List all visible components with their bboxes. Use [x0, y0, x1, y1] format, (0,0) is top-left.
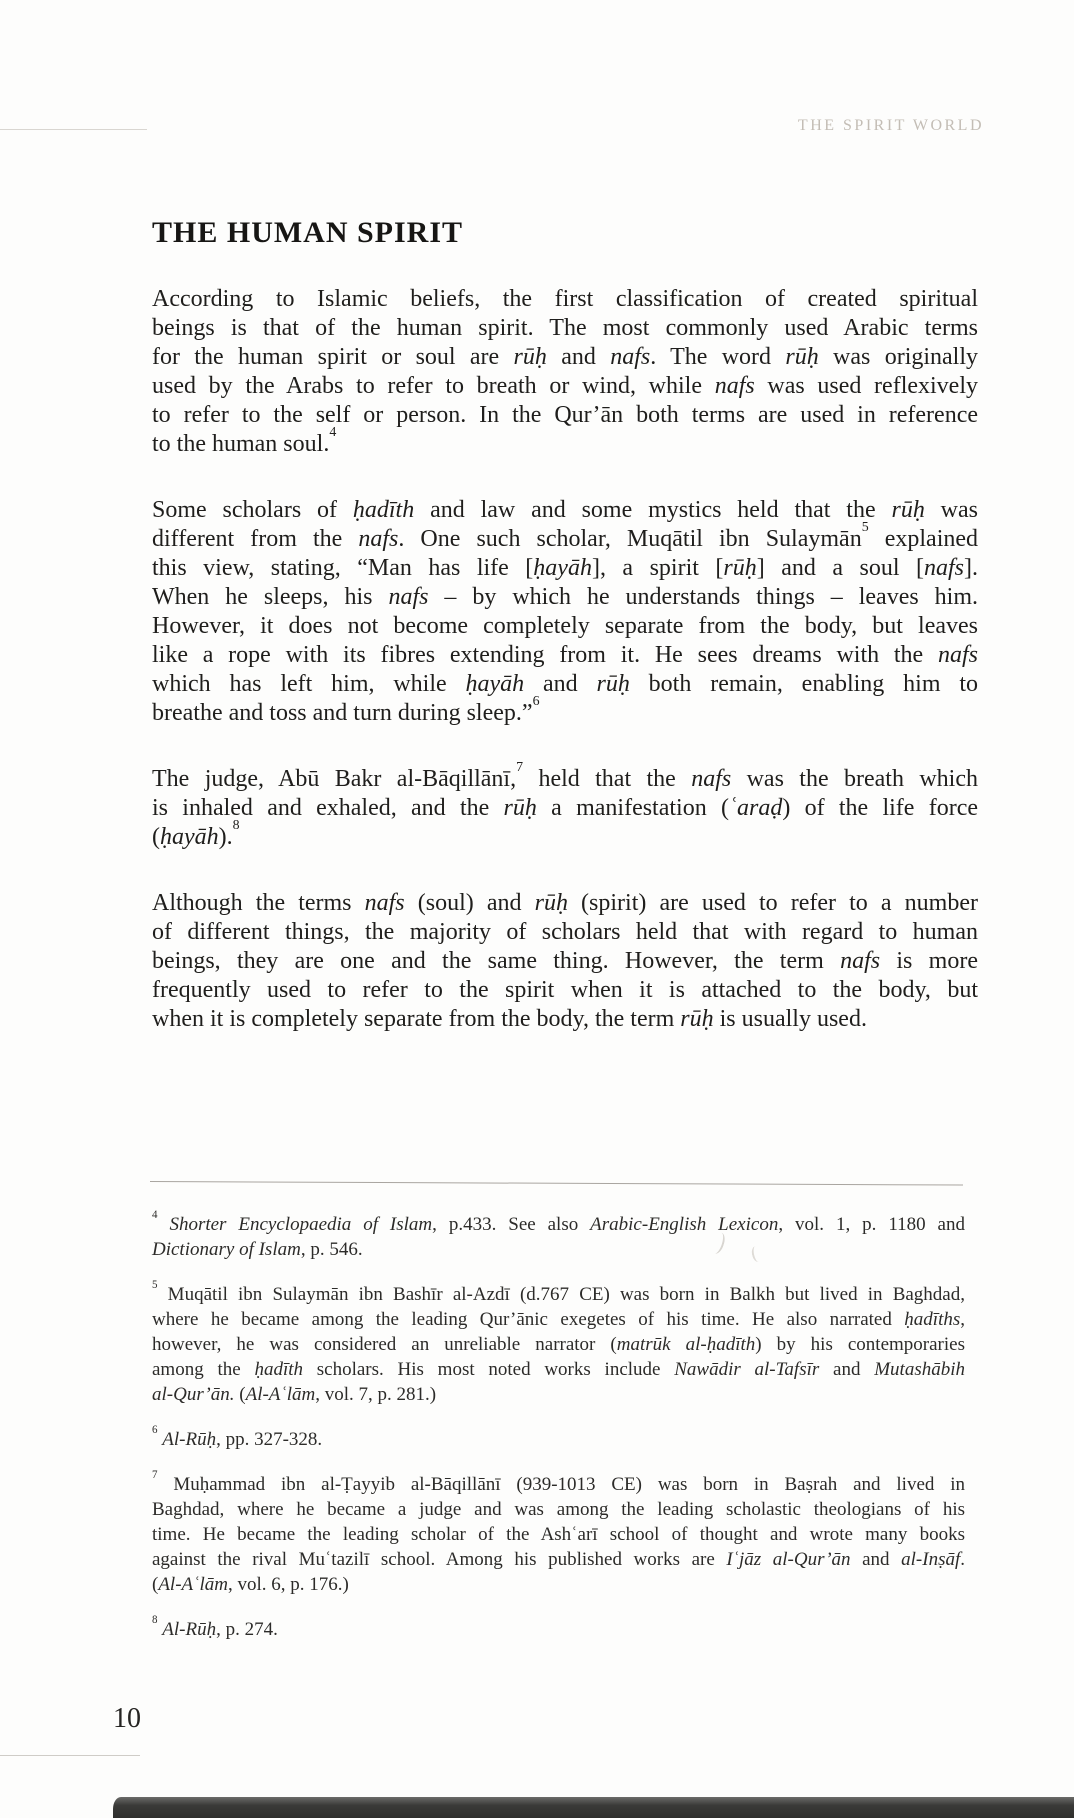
footnote-divider [150, 1181, 963, 1186]
paragraph: Although the terms nafs (soul) and rūḥ (spirit) are used to refer to a number of different things, the majority of scholars held that with regard to human beings, they are one and the same thing. However, the term nafs is more frequently used to refer to the spirit when it is attached to the body, but when it is completely separate from the body, the term rūḥ is usually used. [152, 890, 978, 1032]
footnote: $^8$ Al-Rūḥ, p. 274. [152, 1613, 278, 1640]
footnote: $^7$ Muḥammad ibn al-Ṭayyib al-Bāqillānī (939-1013 CE) was born in Baṣrah and lived in Baghdad, where he became a judge and was among the leading scholastic theologians of his time. He became the leading scholar of the Ashʿarī school of thought and wrote many books against the rival Muʿtazilī school. Among his published works are Iʿjāz al-Qur’ān and al-Inṣāf. (Al-Aʿlām, vol. 6, p. 176.) [152, 1468, 965, 1595]
footnote: $^6$ Al-Rūḥ, pp. 327-328. [152, 1423, 323, 1450]
page-title: THE HUMAN SPIRIT [152, 216, 464, 249]
footnote: $^5$ Muqātil ibn Sulaymān ibn Bashīr al-Azdī (d.767 CE) was born in Balkh but lived in Baghdad, where he became among the leading Qur’ānic exegetes of his time. He also narrated ḥadīths, however, he was considered an unreliable narrator (matrūk al-ḥadīth) by his contemporaries among the ḥadīth scholars. His most noted works include Nawādir al-Tafsīr and Mutashābih al-Qur’ān. (Al-Aʿlām, vol. 7, p. 281.) [152, 1278, 965, 1405]
page-bottom-edge [113, 1797, 1074, 1818]
paragraph: Some scholars of ḥadīth and law and some mystics held that the rūḥ was different from the nafs. One such scholar, Muqātil ibn Sulaymān$^5$ explained this view, stating, “Man has life [ḥayāh], a spirit [rūḥ] and a soul [nafs]. When he sleeps, his nafs – by which he understands things – leaves him. However, it does not become completely separate from the body, but leaves like a rope with its fibres extending from it. He sees dreams with the nafs which has left him, while ḥayāh and rūḥ both remain, enabling him to breathe and toss and turn during sleep.”$^6$ [152, 497, 979, 726]
running-header: THE SPIRIT WORLD [797, 117, 984, 134]
footnote: $^4$ Shorter Encyclopaedia of Islam, p.433. See also Arabic-English Lexicon, vol. 1, p. 1180 and Dictionary of Islam, p. 546. [152, 1208, 965, 1260]
body-text [152, 285, 978, 1071]
footnotes [152, 1208, 965, 1662]
paragraph: According to Islamic beliefs, the first classification of created spiritual beings is that of the human spirit. The most commonly used Arabic terms for the human spirit or soul are rūḥ and nafs. The word rūḥ was originally used by the Arabs to refer to breath or wind, while nafs was used reflexively to refer to the self or person. In the Qur’ān both terms are used in reference to the human soul.$^4$ [152, 286, 979, 457]
scan-artifact-line-top [0, 129, 147, 130]
page-number: 10 [113, 1703, 141, 1734]
scan-artifact-line-bottom [0, 1755, 140, 1756]
paragraph: The judge, Abū Bakr al-Bāqillānī,$^7$ held that the nafs was the breath which is inhaled and exhaled, and the rūḥ a manifestation (ʿaraḍ) of the life force (ḥayāh).$^8$ [152, 759, 978, 850]
